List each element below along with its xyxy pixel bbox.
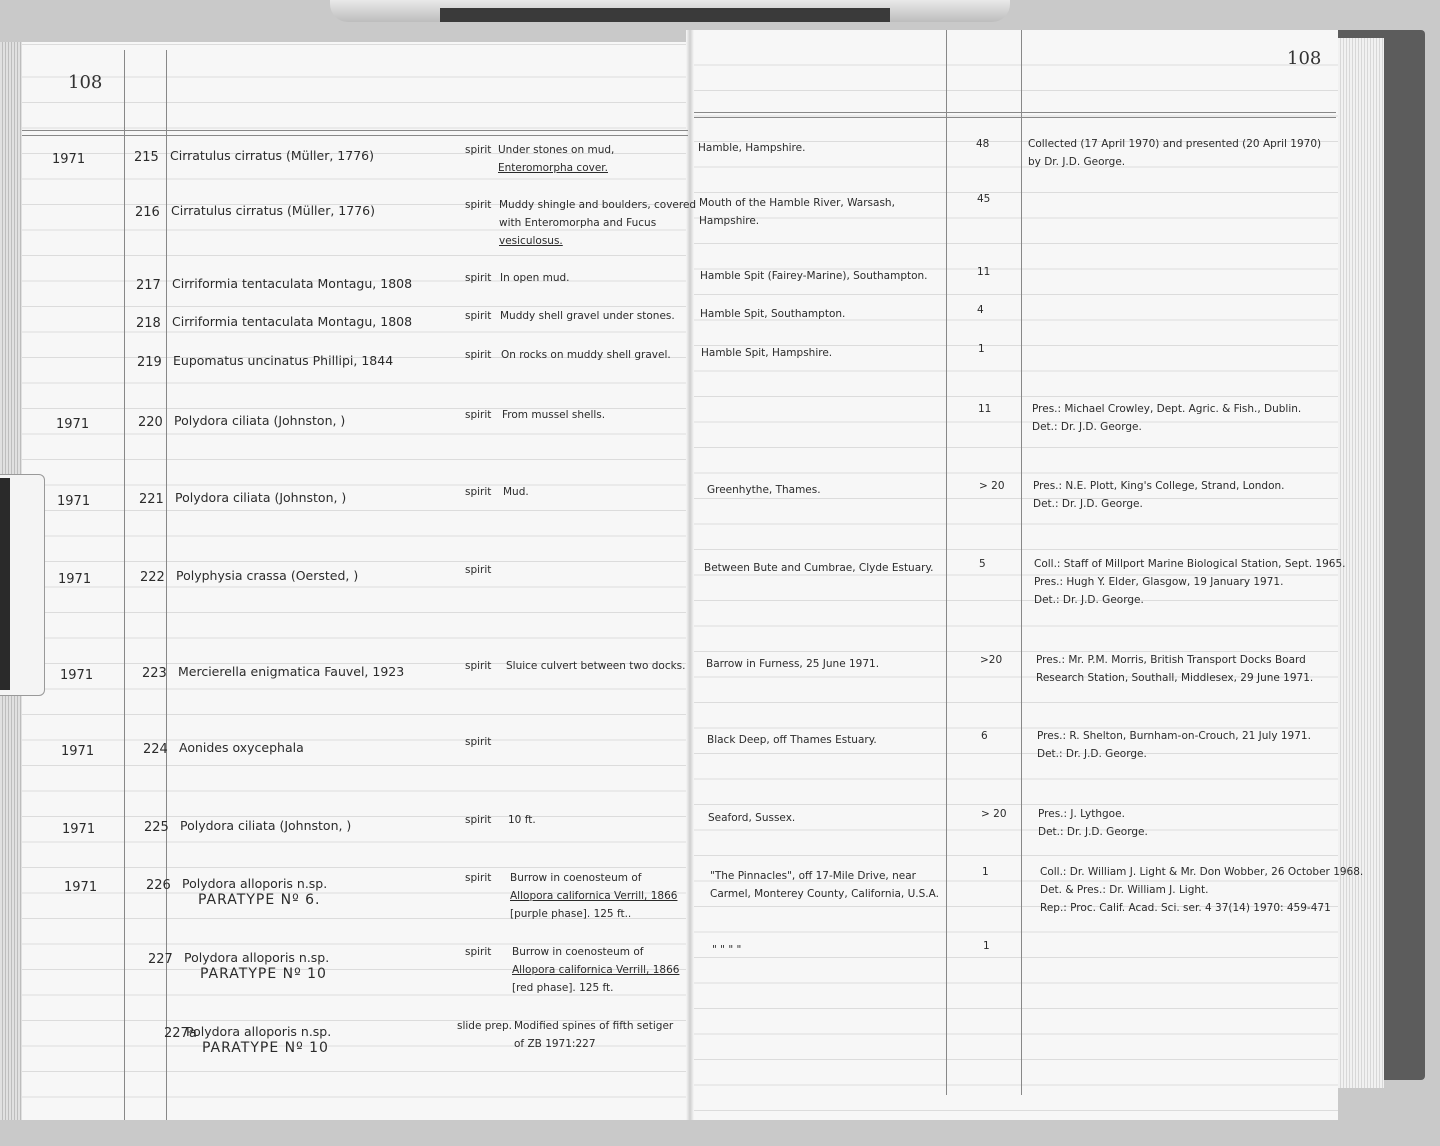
- entry-preservation: spirit: [465, 486, 492, 498]
- entry-habitat-line: of ZB 1971:227: [514, 1038, 596, 1050]
- entry-number: 221: [139, 492, 164, 507]
- header-rule: [22, 130, 688, 136]
- entry-count: > 20: [979, 480, 1005, 492]
- entry-species: Polyphysia crassa (Oersted, ): [176, 568, 359, 583]
- entry-locality-line: Seaford, Sussex.: [708, 812, 796, 824]
- entry-year: 1971: [56, 417, 90, 432]
- entry-count: 6: [981, 730, 988, 742]
- entry-species: Mercierella enigmatica Fauvel, 1923: [178, 664, 405, 679]
- column-line: [946, 30, 947, 1095]
- entry-preservation: spirit: [465, 946, 492, 958]
- entry-species: Polydora alloporis n.sp.: [186, 1024, 332, 1039]
- entry-count: 1: [983, 940, 990, 952]
- entry-habitat-line: Allopora californica Verrill, 1866: [510, 890, 678, 902]
- entry-remarks-line: Pres.: R. Shelton, Burnham-on-Crouch, 21 July 1971.: [1037, 730, 1311, 742]
- entry-species: Polydora ciliata (Johnston, ): [174, 413, 346, 428]
- entry-species: Polydora alloporis n.sp.: [182, 876, 328, 891]
- entry-number: 217: [136, 278, 161, 293]
- entry-species: Polydora ciliata (Johnston, ): [175, 490, 347, 505]
- entry-number: 223: [142, 666, 167, 681]
- book-spine-shadow: [440, 8, 890, 22]
- entry-remarks-line: Coll.: Staff of Millport Marine Biological Station, Sept. 1965.: [1034, 558, 1346, 570]
- entry-remarks-line: Collected (17 April 1970) and presented (20 April 1970): [1028, 138, 1322, 150]
- entry-locality-line: " " " ": [712, 944, 742, 956]
- entry-number: 215: [134, 150, 159, 165]
- entry-locality-line: Mouth of the Hamble River, Warsash,: [699, 197, 895, 209]
- entry-preservation: spirit: [465, 872, 492, 884]
- entry-habitat-line: Under stones on mud,: [498, 144, 615, 156]
- header-rule: [694, 112, 1336, 118]
- entry-remarks-line: Coll.: Dr. William J. Light & Mr. Don Wobber, 26 October 1968.: [1040, 866, 1364, 878]
- entry-preservation: slide prep.: [457, 1020, 512, 1032]
- entry-habitat-line: Allopora californica Verrill, 1866: [512, 964, 680, 976]
- entry-year: 1971: [62, 822, 96, 837]
- entry-count: > 20: [981, 808, 1007, 820]
- entry-preservation: spirit: [465, 199, 492, 211]
- left-page-number: 108: [68, 72, 103, 93]
- entry-species: Polydora alloporis n.sp.: [184, 950, 330, 965]
- entry-habitat-line: Sluice culvert between two docks.: [506, 660, 686, 672]
- entry-locality-line: "The Pinnacles", off 17-Mile Drive, near: [710, 870, 916, 882]
- entry-habitat-line: with Enteromorpha and Fucus: [499, 217, 657, 229]
- entry-habitat-line: Mud.: [503, 486, 529, 498]
- entry-remarks-line: Rep.: Proc. Calif. Acad. Sci. ser. 4 37(14) 1970: 459-471: [1040, 902, 1331, 914]
- entry-locality-line: Hamble Spit (Fairey-Marine), Southampton.: [700, 270, 928, 282]
- entry-locality-line: Barrow in Furness, 25 June 1971.: [706, 658, 880, 670]
- entry-species: Cirriformia tentaculata Montagu, 1808: [172, 314, 413, 329]
- entry-preservation: spirit: [465, 814, 492, 826]
- right-page: [690, 30, 1338, 1120]
- entry-remarks-line: Pres.: Hugh Y. Elder, Glasgow, 19 January 1971.: [1034, 576, 1284, 588]
- index-tab-edge: [0, 478, 10, 690]
- entry-locality-line: Hamble, Hampshire.: [698, 142, 806, 154]
- entry-locality-line: Black Deep, off Thames Estuary.: [707, 734, 877, 746]
- column-line: [1021, 30, 1022, 1095]
- entry-species: Polydora ciliata (Johnston, ): [180, 818, 352, 833]
- entry-remarks-line: by Dr. J.D. George.: [1028, 156, 1126, 168]
- entry-remarks-line: Det.: Dr. J.D. George.: [1038, 826, 1148, 838]
- entry-habitat-line: Modified spines of fifth setiger: [514, 1020, 674, 1032]
- entry-species: Cirriformia tentaculata Montagu, 1808: [172, 276, 413, 291]
- entry-locality-line: Hampshire.: [699, 215, 760, 227]
- entry-count: 11: [977, 266, 991, 278]
- entry-remarks-line: Det.: Dr. J.D. George.: [1034, 594, 1144, 606]
- entry-habitat-line: Muddy shingle and boulders, covered: [499, 199, 697, 211]
- entry-preservation: spirit: [465, 144, 492, 156]
- entry-preservation: spirit: [465, 310, 492, 322]
- entry-number: 218: [136, 316, 161, 331]
- entry-habitat-line: 10 ft.: [508, 814, 536, 826]
- entry-locality-line: Carmel, Monterey County, California, U.S.A.: [710, 888, 939, 900]
- entry-habitat-line: Burrow in coenosteum of: [512, 946, 644, 958]
- entry-habitat-line: Burrow in coenosteum of: [510, 872, 642, 884]
- entry-year: 1971: [57, 494, 91, 509]
- entry-habitat-line: [red phase]. 125 ft.: [512, 982, 614, 994]
- entry-count: 4: [977, 304, 984, 316]
- entry-preservation: spirit: [465, 660, 492, 672]
- entry-remarks-line: Research Station, Southall, Middlesex, 29 June 1971.: [1036, 672, 1314, 684]
- entry-preservation: spirit: [465, 564, 492, 576]
- book-gutter: [686, 30, 694, 1120]
- entry-year: 1971: [52, 152, 86, 167]
- entry-paratype: PARATYPE Nº 10: [200, 966, 327, 982]
- entry-remarks-line: Det. & Pres.: Dr. William J. Light.: [1040, 884, 1209, 896]
- entry-remarks-line: Det.: Dr. J.D. George.: [1033, 498, 1143, 510]
- entry-count: 5: [979, 558, 986, 570]
- entry-year: 1971: [58, 572, 92, 587]
- entry-number: 216: [135, 205, 160, 220]
- entry-remarks-line: Det.: Dr. J.D. George.: [1032, 421, 1142, 433]
- right-page-number: 108: [1287, 48, 1322, 69]
- entry-number: 225: [144, 820, 169, 835]
- entry-habitat-line: Enteromorpha cover.: [498, 162, 608, 174]
- entry-habitat-line: From mussel shells.: [502, 409, 606, 421]
- entry-number: 227: [148, 952, 173, 967]
- entry-number: 222: [140, 570, 165, 585]
- entry-year: 1971: [60, 668, 94, 683]
- entry-number: 219: [137, 355, 162, 370]
- entry-species: Eupomatus uncinatus Phillipi, 1844: [173, 353, 394, 368]
- entry-habitat-line: Muddy shell gravel under stones.: [500, 310, 675, 322]
- entry-count: 1: [982, 866, 989, 878]
- entry-preservation: spirit: [465, 272, 492, 284]
- entry-year: 1971: [64, 880, 98, 895]
- entry-number: 226: [146, 878, 171, 893]
- entry-habitat-line: In open mud.: [500, 272, 570, 284]
- entry-remarks-line: Pres.: J. Lythgoe.: [1038, 808, 1125, 820]
- column-line: [124, 50, 125, 1120]
- entry-remarks-line: Pres.: Michael Crowley, Dept. Agric. & Fish., Dublin.: [1032, 403, 1302, 415]
- entry-preservation: spirit: [465, 409, 492, 421]
- entry-count: 11: [978, 403, 992, 415]
- entry-preservation: spirit: [465, 736, 492, 748]
- entry-locality-line: Greenhythe, Thames.: [707, 484, 821, 496]
- entry-paratype: PARATYPE Nº 6.: [198, 892, 321, 908]
- entry-species: Cirratulus cirratus (Müller, 1776): [170, 148, 374, 163]
- entry-count: 45: [977, 193, 991, 205]
- entry-count: 48: [976, 138, 990, 150]
- entry-number: 224: [143, 742, 168, 757]
- entry-year: 1971: [61, 744, 95, 759]
- entry-remarks-line: Pres.: Mr. P.M. Morris, British Transport Docks Board: [1036, 654, 1306, 666]
- entry-count: 1: [978, 343, 985, 355]
- entry-preservation: spirit: [465, 349, 492, 361]
- entry-number: 227a: [164, 1026, 197, 1041]
- entry-locality-line: Hamble Spit, Southampton.: [700, 308, 846, 320]
- entry-locality-line: Between Bute and Cumbrae, Clyde Estuary.: [704, 562, 934, 574]
- entry-paratype: PARATYPE Nº 10: [202, 1040, 329, 1056]
- entry-species: Cirratulus cirratus (Müller, 1776): [171, 203, 375, 218]
- entry-remarks-line: Det.: Dr. J.D. George.: [1037, 748, 1147, 760]
- entry-remarks-line: Pres.: N.E. Plott, King's College, Strand, London.: [1033, 480, 1285, 492]
- entry-number: 220: [138, 415, 163, 430]
- entry-habitat-line: vesiculosus.: [499, 235, 563, 247]
- entry-habitat-line: [purple phase]. 125 ft..: [510, 908, 632, 920]
- entry-locality-line: Hamble Spit, Hampshire.: [701, 347, 833, 359]
- entry-count: >20: [980, 654, 1003, 666]
- entry-species: Aonides oxycephala: [179, 740, 304, 755]
- entry-habitat-line: On rocks on muddy shell gravel.: [501, 349, 671, 361]
